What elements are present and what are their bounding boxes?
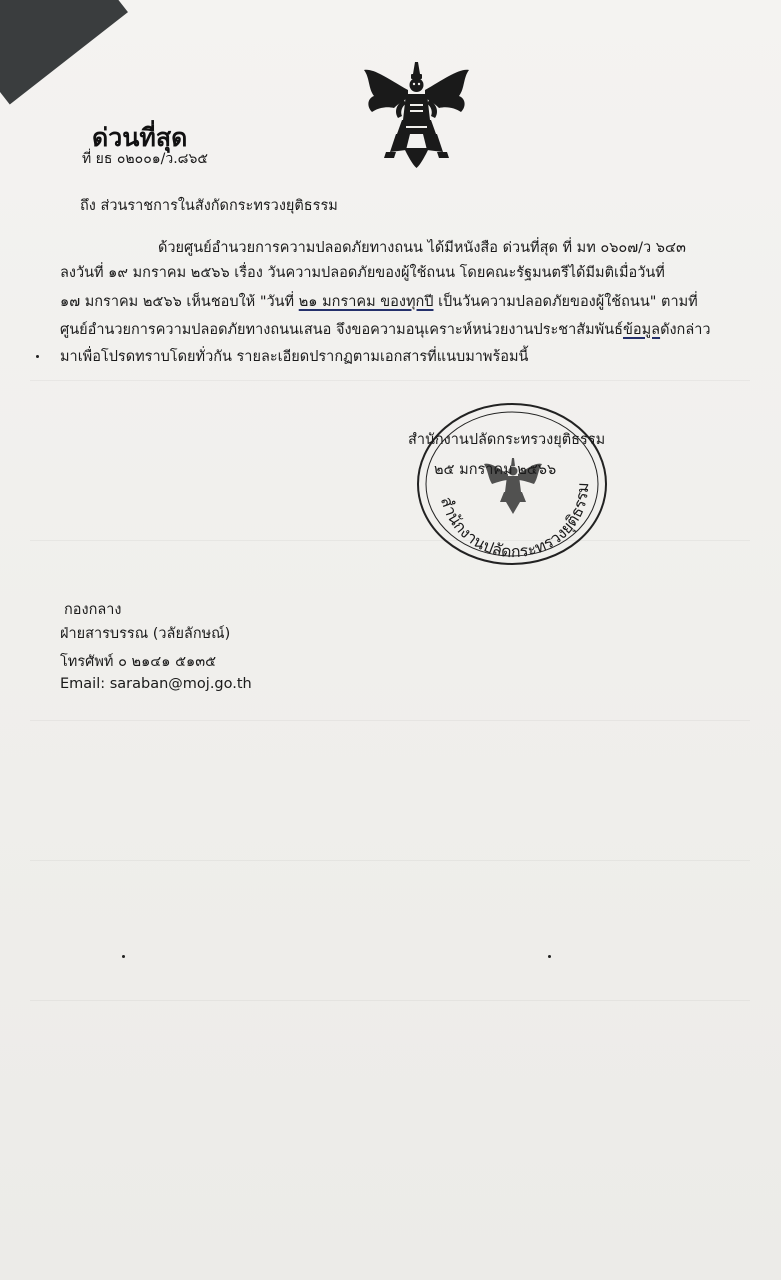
body-line-5: มาเพื่อโปรดทราบโดยทั่วกัน รายละเอียดปรากฏตามเอกสารที่แนบมาพร้อมนี้	[60, 349, 529, 365]
footer-section: ฝ่ายสารบรรณ (วลัยลักษณ์)	[60, 626, 231, 642]
footer-phone: โทรศัพท์ ๐ ๒๑๔๑ ๕๑๓๕	[60, 654, 217, 670]
underlined-word: ข้อมูล	[622, 322, 661, 338]
speck	[548, 955, 551, 958]
body-line-4-start: ศูนย์อำนวยการความปลอดภัยทางถนนเสนอ จึงขอความอนุเคราะห์หน่วยงานประชาสัมพันธ์	[60, 322, 623, 338]
body-line-3-end: เป็นวันความปลอดภัยของผู้ใช้ถนน" ตามที่	[433, 294, 698, 310]
document-number: ที่ ยธ ๐๒๐๐๑/ว.๘๖๕	[82, 151, 208, 167]
body-line-4	[60, 318, 711, 341]
body-line-3	[60, 290, 698, 313]
body-line-3-start: ๑๗ มกราคม ๒๕๖๖ เห็นชอบให้ "วันที่	[60, 294, 299, 310]
speck	[36, 355, 39, 358]
garuda-emblem-icon	[360, 60, 476, 170]
seal-text: สำนักงานปลัดกระทรวงยุติธรรม	[436, 481, 593, 562]
body-line-2: ลงวันที่ ๑๙ มกราคม ๒๕๖๖ เรื่อง วันความปลอดภัยของผู้ใช้ถนน โดยคณะรัฐมนตรีได้มีมติเมื่อวันที่	[60, 265, 665, 281]
signature-date: ๒๕ มกราคม ๒๕๖๖	[434, 462, 557, 478]
body-line-4-end: ดังกล่าว	[660, 322, 711, 338]
footer-email: Email: saraban@moj.go.th	[60, 676, 252, 692]
recipient-line: ถึง ส่วนราชการในสังกัดกระทรวงยุติธรรม	[80, 198, 338, 214]
official-seal	[412, 398, 608, 568]
footer-division: กองกลาง	[64, 602, 122, 618]
signature-org: สำนักงานปลัดกระทรวงยุติธรรม	[408, 432, 606, 448]
speck	[122, 955, 125, 958]
body-line-1: ด้วยศูนย์อำนวยการความปลอดภัยทางถนน ได้มีหนังสือ ด่วนที่สุด ที่ มท ๐๖๐๗/ว ๖๔๓	[158, 240, 686, 256]
highlighted-date: ๒๑ มกราคม ของทุกปี	[298, 294, 434, 310]
urgency-heading: ด่วนที่สุด	[92, 123, 188, 152]
